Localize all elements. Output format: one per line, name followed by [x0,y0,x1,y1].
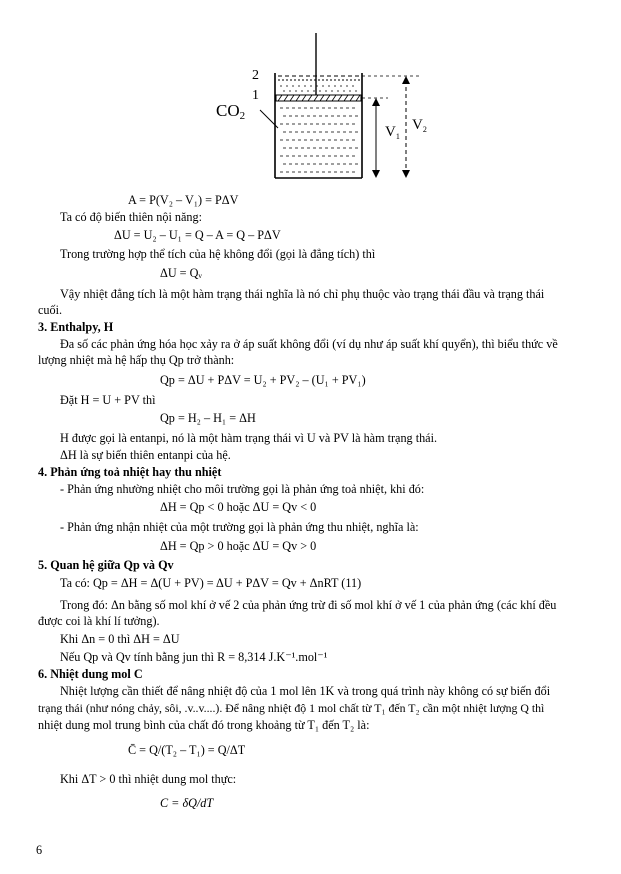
text-delta-n-2: được coi là khí lí tưởng). [38,614,160,628]
text-h-state: H được gọi là entanpi, nó là một hàm trạng thái vì U và PV là hàm trạng thái. [60,431,438,445]
text-isochoric-conclusion-2: cuối. [38,303,63,317]
text-heat-capacity-2: trạng thái (như nóng chảy, sôi, .v..v....). Để nâng nhiệt độ 1 mol chất từ T₁ đến T₂ cần một nhiệt lượng Q thì [38,701,545,715]
text-true-heat-capacity: Khi ΔT > 0 thì nhiệt dung mol thực: [60,772,237,786]
equation-work: A = P(V₂ – V₁) = PΔV [128,193,239,207]
equation-qp: Qp = ΔU + PΔV = U₂ + PV₂ – (U₁ + PV₁) [160,373,366,387]
text-r-constant: Nếu Qp và Qv tính bằng jun thì R = 8,314 J.K⁻¹.mol⁻¹ [60,650,328,664]
diagram-label-co2: $CO_2$ [216,101,246,122]
equation-mean-heat-capacity: C̄ = Q/(T₂ – T₁) = Q/ΔT [128,743,246,757]
text-heat-capacity-1: Nhiệt lượng cần thiết để nâng nhiệt độ của 1 mol lên 1K và trong quá trình này không có sự biến đổi [60,684,551,698]
heading-heat-capacity: 6. Nhiệt dung mol C [38,667,143,681]
equation-qv: ΔU = Qᵥ [160,266,202,280]
equation-endothermic: ΔH = Qp > 0 hoặc ΔU = Qv > 0 [160,539,317,553]
text-delta-n-1: Trong đó: Δn bằng số mol khí ở vế 2 của phản ứng trừ đi số mol khí ở vế 1 của phản ứng (các khí đều [60,598,557,612]
page-number: 6 [36,843,43,857]
equation-true-heat-capacity: C = δQ/dT [160,796,214,810]
diagram-label-v1: $V_1$ [385,124,400,141]
text-heat-capacity-3: nhiệt dung mol trung bình của chất đó trong khoảng từ T₁ đến T₂ là: [38,718,370,732]
text-endothermic: - Phản ứng nhận nhiệt của một trường gọi là phản ứng thu nhiệt, nghĩa là: [60,520,419,534]
equation-exothermic: ΔH = Qp < 0 hoặc ΔU = Qv < 0 [160,500,317,514]
text-enthalpy-2: lượng nhiệt mà hệ hấp thụ Qp trở thành: [38,353,235,367]
diagram-label-v2: $V_2$ [412,117,427,134]
text-exothermic: - Phản ứng nhường nhiệt cho môi trường gọi là phản ứng toả nhiệt, khi đó: [60,482,425,496]
text-define-h: Đặt H = U + PV thì [60,393,156,407]
diagram-label-2: 2 [252,68,259,83]
text-isochoric: Trong trường hợp thể tích của hệ không đổi (gọi là đẳng tích) thì [60,247,376,261]
equation-dh: Qp = H₂ – H₁ = ΔH [160,411,256,425]
heading-exo-endo: 4. Phản ứng toả nhiệt hay thu nhiệt [38,465,222,479]
equation-relation: Ta có: Qp = ΔH = Δ(U + PV) = ΔU + PΔV = Qv + ΔnRT (11) [60,576,362,590]
text-intro-du: Ta có độ biến thiên nội năng: [60,210,202,224]
text-dh-def: ΔH là sự biến thiên entanpi của hệ. [60,448,231,462]
heading-qp-qv: 5. Quan hệ giữa Qp và Qv [38,558,174,572]
diagram-label-1: 1 [252,88,259,103]
heading-enthalpy: 3. Enthalpy, H [38,320,114,334]
piston-cylinder-diagram [210,28,460,188]
text-enthalpy-1: Đa số các phản ứng hóa học xảy ra ở áp suất không đổi (ví dụ như áp suất khí quyển), thì biểu thức về [60,337,558,351]
text-delta-n-zero: Khi Δn = 0 thì ΔH = ΔU [60,632,180,646]
equation-du: ΔU = U₂ – U₁ = Q – A = Q – PΔV [114,228,281,242]
text-isochoric-conclusion-1: Vậy nhiệt đẳng tích là một hàm trạng thái nghĩa là nó chỉ phụ thuộc vào trạng thái đầu và trạng thái [60,287,545,301]
